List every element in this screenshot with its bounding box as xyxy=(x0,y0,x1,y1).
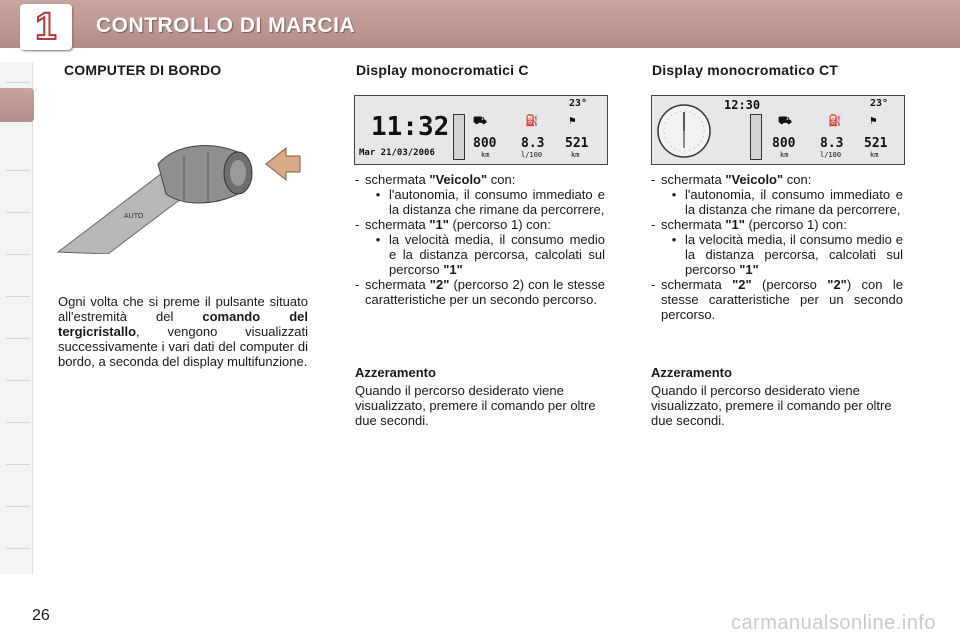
middle-column-title: Display monocromatici C xyxy=(356,62,529,78)
chapter-number: 1 xyxy=(35,6,57,48)
side-tick xyxy=(6,380,30,381)
list-item: - schermata "2" (percorso 2) con le stesse caratteristiche per un secondo percorso. xyxy=(355,277,605,307)
wiper-stalk-illustration xyxy=(48,124,308,254)
side-tick xyxy=(6,254,30,255)
side-tick xyxy=(6,464,30,465)
side-tick xyxy=(6,506,30,507)
display-c-car-icon: ⛟ xyxy=(473,114,487,127)
list-item: - schermata "2" (percorso "2") con le stesse caratteristiche per un secondo percorso. xyxy=(651,277,903,322)
side-tick xyxy=(6,296,30,297)
list-subitem: • la velocità media, il consumo medio e la distanza percorsa, calcolati sul percorso "1" xyxy=(375,232,605,277)
display-ct-flag-icon: ⚑ xyxy=(870,114,877,127)
left-column-title: COMPUTER DI BORDO xyxy=(64,62,222,78)
display-ct-time: 12:30 xyxy=(724,98,761,112)
side-tick xyxy=(6,422,30,423)
display-ct-unit-range: km xyxy=(780,151,789,159)
list-item: - schermata "1" (percorso 1) con: xyxy=(355,217,551,232)
left-body-paragraph xyxy=(58,294,308,369)
display-ct-tab-strip xyxy=(750,114,762,160)
middle-reset-title: Azzeramento xyxy=(355,365,436,380)
display-ct-car-icon: ⛟ xyxy=(778,114,792,127)
list-subitem: • l'autonomia, il consumo immediato e la distanza che rimane da percorrere, xyxy=(375,187,605,217)
display-c-consumption: 8.3 xyxy=(521,136,545,151)
svg-text:AUTO: AUTO xyxy=(124,213,144,220)
right-reset-title: Azzeramento xyxy=(651,365,732,380)
chapter-tab xyxy=(20,4,72,50)
page-number: 26 xyxy=(32,607,50,624)
display-c-date: Mar 21/03/2006 xyxy=(359,148,435,158)
display-c-illustration xyxy=(354,95,608,165)
display-ct-range: 800 xyxy=(772,136,796,151)
list-subitem: • l'autonomia, il consumo immediato e la distanza che rimane da percorrere, xyxy=(671,187,903,217)
display-c-flag-icon: ⚑ xyxy=(569,114,576,127)
page-title: CONTROLLO DI MARCIA xyxy=(96,14,356,37)
side-tick xyxy=(6,212,30,213)
side-tick xyxy=(6,548,30,549)
list-item: - schermata "1" (percorso 1) con: xyxy=(651,217,847,232)
chapter-side-rail xyxy=(0,62,33,574)
right-list xyxy=(651,172,903,322)
display-c-temperature: 23° xyxy=(569,98,588,109)
side-tick xyxy=(6,170,30,171)
display-ct-unit-consumption: l/100 xyxy=(820,151,842,159)
left-body-text: , vengono visualizzati successivamente i vari dati del computer di bordo, a seconda del display multifunzione. xyxy=(58,324,308,369)
display-ct-illustration xyxy=(651,95,905,165)
right-reset-text: Quando il percorso desiderato viene visualizzato, premere il comando per oltre due secondi. xyxy=(651,383,892,428)
display-c-time: 11:32 xyxy=(371,112,450,142)
display-c-unit-distance: km xyxy=(571,151,580,159)
right-column-title: Display monocromatico CT xyxy=(652,62,839,78)
side-tick xyxy=(6,338,30,339)
side-rail-active-tab xyxy=(0,88,34,122)
display-c-tab-strip xyxy=(453,114,465,160)
left-body-text: Ogni volta che si preme il pulsante situato all'estremità del xyxy=(58,294,308,324)
list-item: - schermata "Veicolo" con: xyxy=(651,172,812,187)
display-ct-consumption: 8.3 xyxy=(820,136,844,151)
side-tick xyxy=(6,82,30,83)
display-c-unit-range: km xyxy=(481,151,490,159)
middle-reset-text: Quando il percorso desiderato viene visualizzato, premere il comando per oltre due secondi. xyxy=(355,383,596,428)
middle-list xyxy=(355,172,605,307)
display-ct-temperature: 23° xyxy=(870,98,889,109)
list-subitem: • la velocità media, il consumo medio e la distanza percorsa, calcolati sul percorso "1" xyxy=(671,232,903,277)
display-c-range: 800 xyxy=(473,136,497,151)
left-body-bold: comando del tergicristallo xyxy=(58,309,308,339)
display-ct-unit-distance: km xyxy=(870,151,879,159)
display-c-unit-consumption: l/100 xyxy=(521,151,543,159)
display-ct-distance: 521 xyxy=(864,136,888,151)
display-c-distance: 521 xyxy=(565,136,589,151)
analog-clock-icon xyxy=(656,102,712,160)
list-item: - schermata "Veicolo" con: xyxy=(355,172,516,187)
watermark: carmanualsonline.info xyxy=(730,612,936,634)
page-header xyxy=(0,0,960,48)
display-c-fuel-icon: ⛽ xyxy=(525,114,539,127)
display-ct-fuel-icon: ⛽ xyxy=(828,114,842,127)
